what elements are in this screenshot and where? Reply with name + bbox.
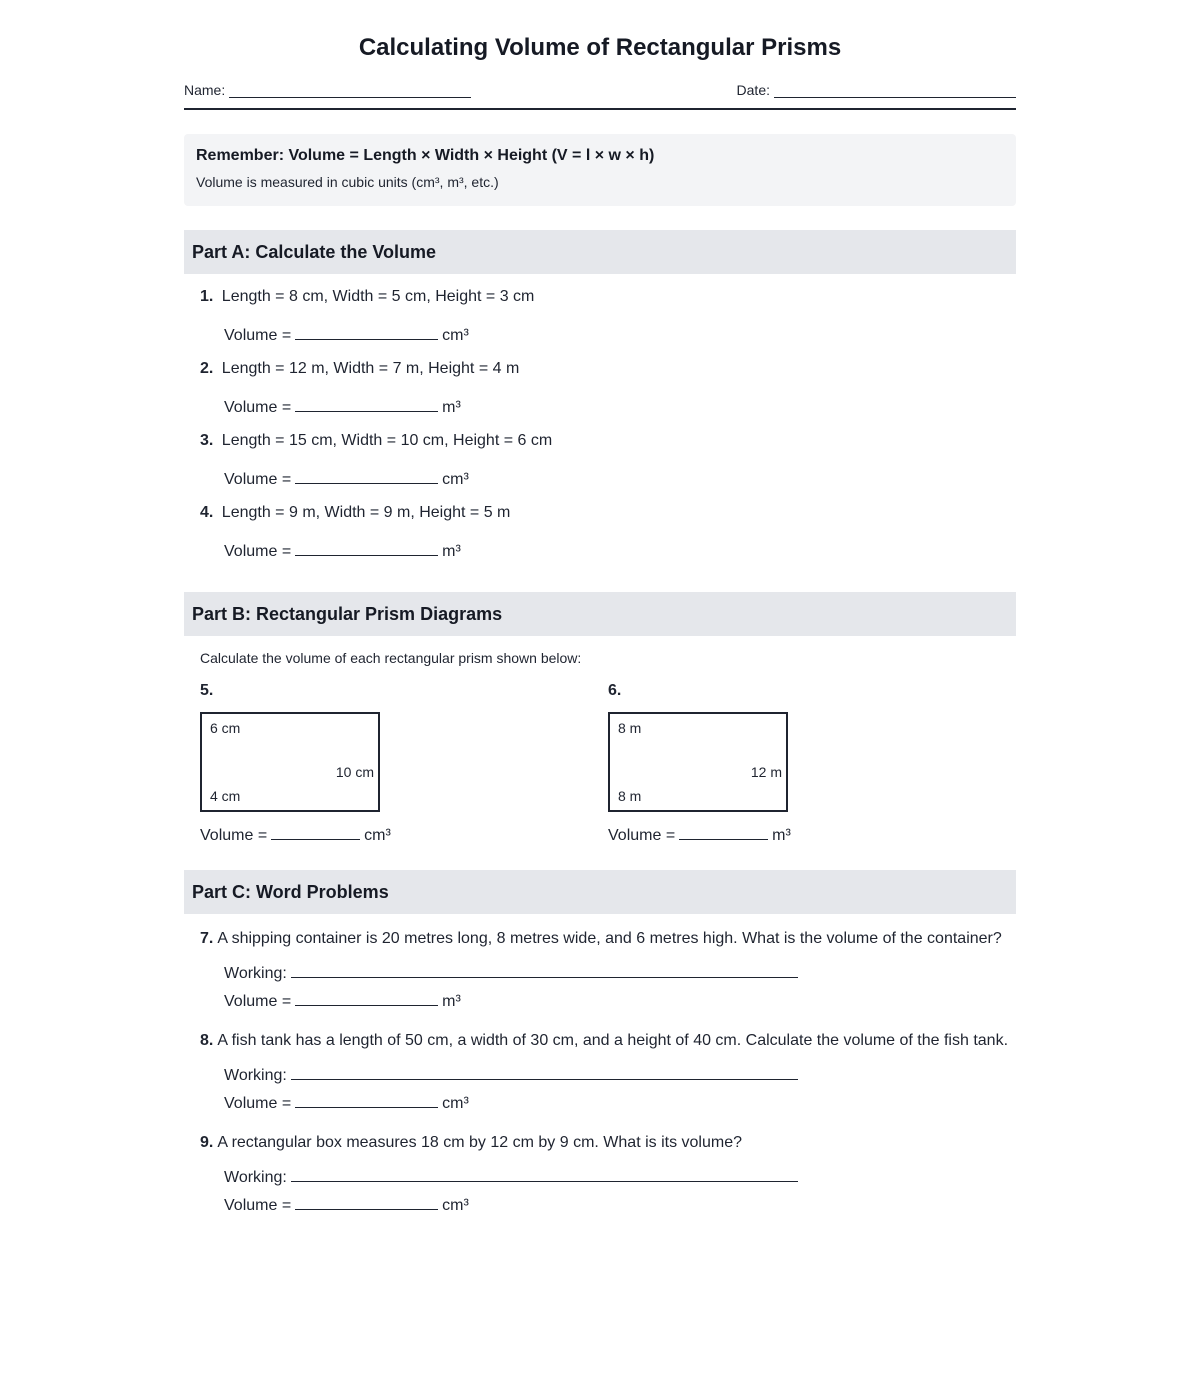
- unit-label: cm³: [442, 471, 469, 488]
- working-label: Working:: [224, 965, 287, 982]
- volume-label: Volume =: [200, 827, 268, 844]
- volume-label: Volume =: [224, 327, 292, 344]
- question-text: Length = 8 cm, Width = 5 cm, Height = 3 cm: [221, 288, 535, 305]
- diagram-6: [608, 682, 1016, 845]
- part-a-section: [184, 230, 1016, 574]
- unit-label: cm³: [442, 327, 469, 344]
- diagram-5: [200, 682, 608, 845]
- part-a-question: [184, 430, 1016, 502]
- part-a-heading: Part A: Calculate the Volume: [184, 230, 1016, 274]
- part-b-heading: Part B: Rectangular Prism Diagrams: [184, 592, 1016, 636]
- prism-diagram: [200, 712, 380, 812]
- working-blank[interactable]: [291, 960, 798, 978]
- part-b-instruction: Calculate the volume of each rectangular prism shown below:: [200, 650, 582, 666]
- answer-blank[interactable]: [679, 822, 768, 840]
- question-number: 9.: [200, 1134, 214, 1151]
- word-problem: [184, 1030, 1016, 1118]
- date-blank[interactable]: [774, 83, 1016, 98]
- question-number: 8.: [200, 1032, 214, 1049]
- dimension-label: 8 m: [618, 720, 642, 736]
- question-text: Length = 12 m, Width = 7 m, Height = 4 m: [221, 360, 520, 377]
- remember-box: [184, 134, 1016, 206]
- dimension-label: 10 cm: [335, 764, 374, 780]
- question-text: Length = 15 cm, Width = 10 cm, Height = 6 cm: [221, 432, 553, 449]
- dimension-label: 4 cm: [210, 788, 241, 804]
- worksheet-page: [184, 0, 1016, 1220]
- question-number: 1.: [200, 288, 214, 305]
- unit-label: m³: [442, 993, 461, 1010]
- answer-blank[interactable]: [295, 538, 438, 556]
- diagram-row: [184, 682, 1016, 845]
- answer-blank[interactable]: [271, 822, 360, 840]
- question-text: A shipping container is 20 metres long, 8 metres wide, and 6 metres high. What is the volume of the container?: [217, 930, 1002, 947]
- unit-label: m³: [442, 399, 461, 416]
- remember-formula: Remember: Volume = Length × Width × Height (V = l × w × h): [196, 147, 655, 164]
- volume-label: Volume =: [224, 1197, 292, 1214]
- dimension-label: 12 m: [750, 764, 782, 780]
- working-label: Working:: [224, 1067, 287, 1084]
- question-text: A rectangular box measures 18 cm by 12 cm by 9 cm. What is its volume?: [217, 1134, 742, 1151]
- question-text: A fish tank has a length of 50 cm, a width of 30 cm, and a height of 40 cm. Calculate the volume of the fish tank.: [217, 1032, 1009, 1049]
- part-b-section: [184, 592, 1016, 845]
- answer-blank[interactable]: [295, 466, 438, 484]
- part-a-question: [184, 502, 1016, 574]
- question-number: 5.: [200, 682, 214, 699]
- volume-label: Volume =: [224, 1095, 292, 1112]
- volume-label: Volume =: [224, 399, 292, 416]
- question-number: 6.: [608, 682, 622, 699]
- dimension-label: 6 cm: [210, 720, 241, 736]
- part-a-question: [184, 358, 1016, 430]
- answer-blank[interactable]: [295, 1090, 438, 1108]
- working-label: Working:: [224, 1169, 287, 1186]
- remember-note: Volume is measured in cubic units (cm³, m³, etc.): [196, 174, 499, 190]
- answer-blank[interactable]: [295, 988, 438, 1006]
- unit-label: m³: [772, 827, 791, 844]
- part-a-question: [184, 286, 1016, 358]
- question-number: 4.: [200, 504, 214, 521]
- volume-label: Volume =: [224, 471, 292, 488]
- unit-label: cm³: [364, 827, 391, 844]
- part-c-section: [184, 870, 1016, 1220]
- question-number: 7.: [200, 930, 214, 947]
- name-blank[interactable]: [229, 83, 471, 98]
- answer-blank[interactable]: [295, 322, 438, 340]
- page-title: Calculating Volume of Rectangular Prisms: [358, 34, 842, 61]
- dimension-label: 8 m: [618, 788, 642, 804]
- date-label: Date:: [736, 82, 770, 98]
- working-blank[interactable]: [291, 1164, 798, 1182]
- date-field: [737, 82, 1016, 98]
- working-blank[interactable]: [291, 1062, 798, 1080]
- unit-label: m³: [442, 543, 461, 560]
- question-number: 2.: [200, 360, 214, 377]
- unit-label: cm³: [442, 1197, 469, 1214]
- word-problem: [184, 1132, 1016, 1220]
- part-c-heading: Part C: Word Problems: [184, 870, 1016, 914]
- unit-label: cm³: [442, 1095, 469, 1112]
- answer-blank[interactable]: [295, 394, 438, 412]
- question-text: Length = 9 m, Width = 9 m, Height = 5 m: [221, 504, 511, 521]
- volume-label: Volume =: [608, 827, 676, 844]
- word-problem: [184, 928, 1016, 1016]
- volume-label: Volume =: [224, 543, 292, 560]
- volume-label: Volume =: [224, 993, 292, 1010]
- question-number: 3.: [200, 432, 214, 449]
- name-field: [184, 82, 471, 98]
- answer-blank[interactable]: [295, 1192, 438, 1210]
- name-label: Name:: [184, 82, 226, 98]
- prism-diagram: [608, 712, 788, 812]
- name-date-row: [184, 82, 1016, 110]
